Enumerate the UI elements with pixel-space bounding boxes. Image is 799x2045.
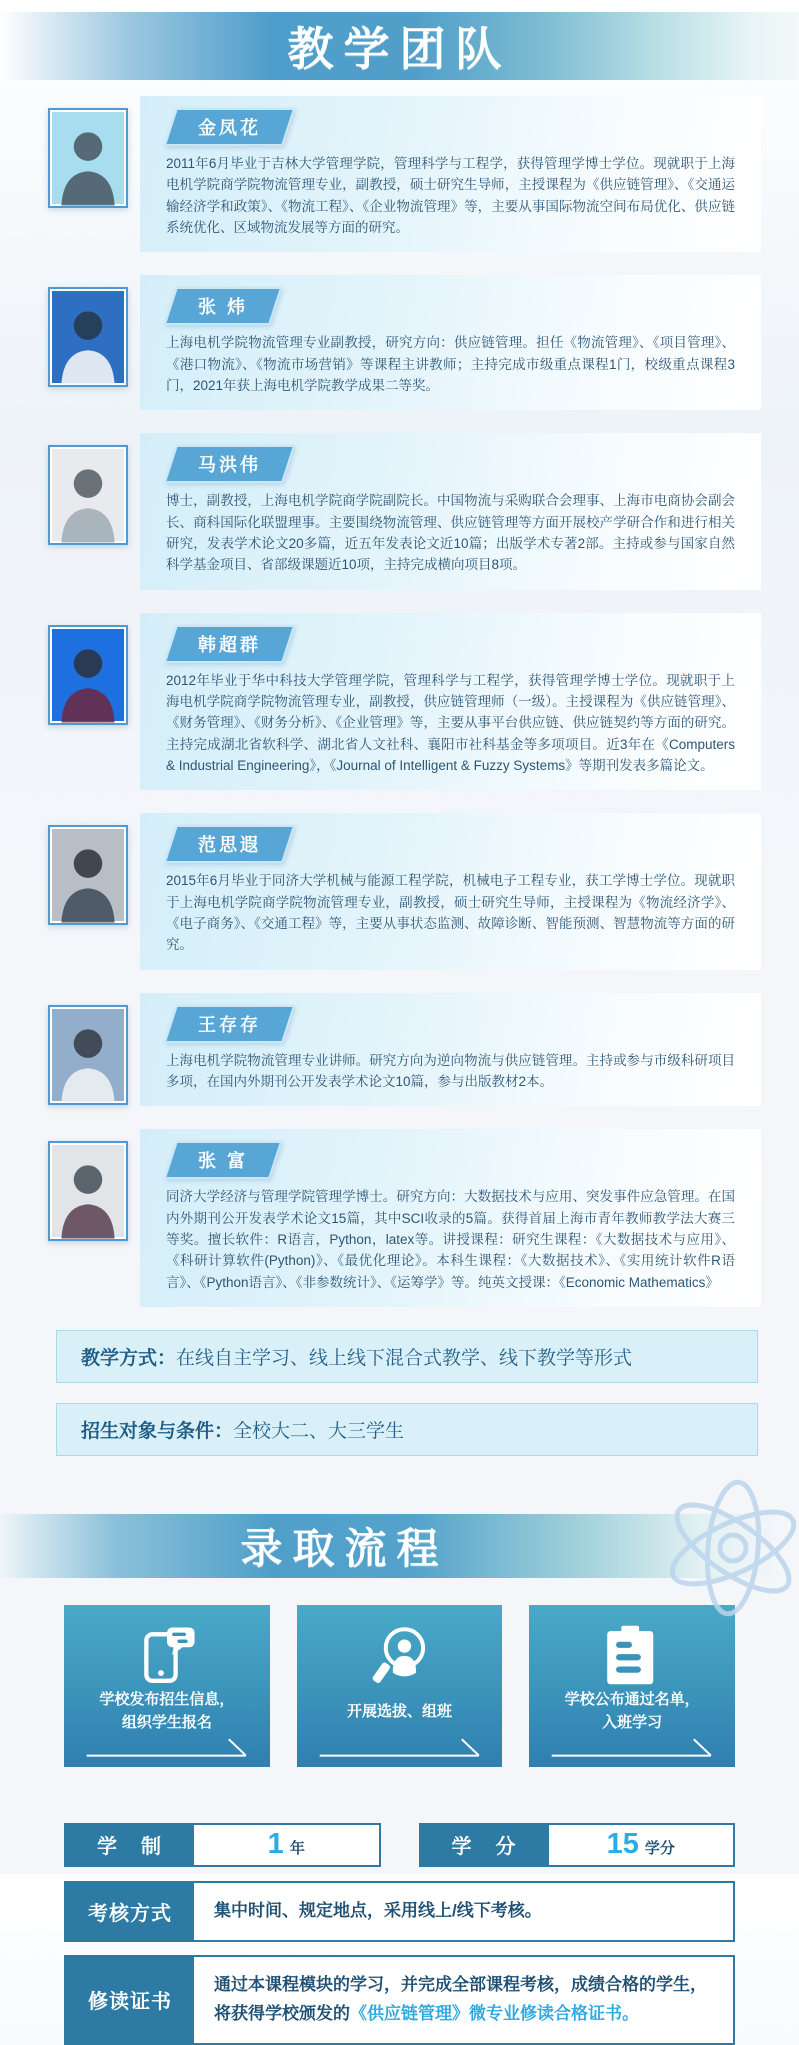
teacher-row [140, 993, 761, 1107]
teacher-photo [48, 1005, 128, 1105]
teacher-name-badge: 范思遐 [164, 825, 295, 863]
certificate-highlight: 《供应链管理》微专业修读合格证书。 [350, 2003, 639, 2023]
admission-process-title: 录取流程 [240, 1524, 449, 1572]
atom-icon [653, 1468, 799, 1628]
arrow-underline-icon [318, 1736, 481, 1757]
arrow-underline-icon [550, 1736, 713, 1757]
teacher-name-badge: 王存存 [164, 1005, 295, 1043]
duration-credits-row [64, 1823, 735, 1867]
person-silhouette-icon [50, 1007, 126, 1103]
teaching-team-banner [0, 12, 799, 80]
process-step-3 [529, 1605, 735, 1767]
teacher-photo [48, 625, 128, 725]
duration-box [64, 1823, 381, 1867]
teacher-row [140, 613, 761, 791]
teacher-photo [48, 108, 128, 208]
credits-label: 学 分 [421, 1825, 549, 1865]
process-step-1 [64, 1605, 270, 1767]
teaching-method-text: 在线自主学习、线上线下混合式教学、线下教学等形式 [176, 1347, 633, 1369]
step-label: 开展选拔、组班 [347, 1702, 453, 1720]
teaching-method-label: 教学方式： [81, 1347, 177, 1369]
teacher-card [140, 613, 761, 791]
clipboard-list-icon [603, 1623, 661, 1687]
teacher-name-badge: 张 富 [164, 1141, 282, 1179]
enrollment-label: 招生对象与条件： [81, 1420, 234, 1442]
magnifier-person-icon [368, 1623, 432, 1687]
teacher-photo [48, 287, 128, 387]
certificate-text: 通过本课程模块的学习，并完成全部课程考核，成绩合格的学生，将获得学校颁发的《供应链管理》微专业修读合格证书。 [214, 1974, 707, 2023]
teacher-name-badge: 张 炜 [164, 287, 282, 325]
teaching-team-title: 教学团队 [287, 23, 512, 75]
teacher-photo [48, 1141, 128, 1241]
teacher-bio: 2015年6月毕业于同济大学机械与能源工程学院，机械电子工程专业，获工学博士学位。现就职于上海电机学院商学院物流管理专业，副教授，硕士研究生导师，主授课程为《物流经济学》、《电子商务》、《交通工程》等，主要从事状态监测、故障诊断、智能预测、智慧物流等方面的研究。 [166, 873, 735, 953]
credits-value: 15 学分 [606, 1827, 675, 1860]
duration-label: 学 制 [66, 1825, 194, 1865]
teacher-photo [48, 445, 128, 545]
teacher-row [140, 433, 761, 589]
process-step-2 [297, 1605, 503, 1767]
certificate-label: 修读证书 [66, 1957, 194, 2043]
duration-value: 1 年 [267, 1827, 305, 1860]
teacher-name-badge: 韩超群 [164, 625, 295, 663]
arrow-underline-icon [85, 1736, 248, 1757]
assessment-label: 考核方式 [66, 1883, 194, 1940]
assessment-text: 集中时间、规定地点，采用线上/线下考核。 [214, 1900, 542, 1920]
teacher-row [140, 813, 761, 969]
teacher-bio: 博士，副教授，上海电机学院商学院副院长。中国物流与采购联合会理事、上海市电商协会副会长、商科国际化联盟理事。主要围绕物流管理、供应链管理等方面开展校产学研合作和进行相关研究，发表学术论文20多篇，近五年发表论文近10篇；出版学术专著2部。主持或参与国家自然科学基金项目、省部级课题近10项，主持完成横向项目8项。 [166, 493, 735, 573]
person-silhouette-icon [50, 289, 126, 385]
teacher-card [140, 993, 761, 1107]
teacher-bio: 同济大学经济与管理学院管理学博士。研究方向：大数据技术与应用、突发事件应急管理。在国内外期刊公开发表学术论文15篇，其中SCI收录的5篇。获得首届上海市青年教师教学法大赛三等奖。擅长软件：R语言，Python，latex等。讲授课程：研究生课程：《大数据技术与应用》、《科研计算软件(Python)》、《最优化理论》。本科生课程：《大数据技术》、《实用统计软件R语言》、《Python语言》、《非参数统计》、《运筹学》等。纯英文授课：《Economic Mathematics》 [166, 1189, 735, 1290]
admission-process-banner [0, 1514, 799, 1578]
teacher-row [140, 96, 761, 252]
teacher-list [0, 96, 799, 1307]
enrollment-text: 全校大二、大三学生 [233, 1420, 405, 1442]
teacher-card [140, 275, 761, 410]
assessment-row [64, 1881, 735, 1942]
teacher-name-badge: 马洪伟 [164, 445, 295, 483]
teacher-bio: 上海电机学院物流管理专业讲师。研究方向为逆向物流与供应链管理。主持或参与市级科研项目多项，在国内外期刊公开发表学术论文10篇，参与出版教材2本。 [166, 1052, 735, 1089]
credits-box [419, 1823, 736, 1867]
teacher-bio: 2011年6月毕业于吉林大学管理学院，管理科学与工程学，获得管理学博士学位。现就职于上海电机学院商学院物流管理专业，副教授，硕士研究生导师，主授课程为《供应链管理》、《交通运输经济学和政策》、《物流工程》、《企业物流管理》等，主要从事国际物流空间布局优化、供应链系统优化、区域物流发展等方面的研究。 [166, 156, 735, 235]
phone-message-icon [136, 1623, 198, 1687]
person-silhouette-icon [50, 110, 126, 206]
person-silhouette-icon [50, 827, 126, 923]
step-label: 学校发布招生信息， 组织学生报名 [99, 1690, 235, 1732]
teaching-method-box [56, 1330, 758, 1383]
teacher-bio: 2012年毕业于华中科技大学管理学院，管理科学与工程学，获得管理学博士学位。现就职于上海电机学院商学院物流管理专业，副教授，供应链管理师（一级）。主授课程为《供应链管理》、《财务管理》、《财务分析》、《企业管理》等，主要从事平台供应链、供应链契约等方面的研究。主持完成湖北省软科学、湖北省人文社科、襄阳市社科基金等多项项目。近3年在《Computers & Industrial Engineering》，《Journal of Intelligent & Fuzzy Systems》等期刊发表多篇论文。 [166, 672, 735, 773]
teacher-card [140, 813, 761, 969]
teacher-card [140, 1129, 761, 1307]
enrollment-box [56, 1403, 758, 1456]
person-silhouette-icon [50, 1143, 126, 1239]
teacher-name-badge: 金凤花 [164, 108, 295, 146]
teacher-card [140, 433, 761, 589]
person-silhouette-icon [50, 447, 126, 543]
certificate-row [64, 1955, 735, 2045]
process-steps [64, 1605, 735, 1767]
person-silhouette-icon [50, 627, 126, 723]
teacher-bio: 上海电机学院物流管理专业副教授，研究方向：供应链管理。担任《物流管理》、《项目管理》、《港口物流》、《物流市场营销》等课程主讲教师；主持完成市级重点课程1门，校级重点课程3门，2021年获上海电机学院教学成果二等奖。 [166, 335, 735, 393]
teacher-photo [48, 825, 128, 925]
teacher-row [140, 1129, 761, 1307]
teacher-card [140, 96, 761, 252]
teacher-row [140, 275, 761, 410]
step-label: 学校公布通过名单， 入班学习 [564, 1690, 700, 1732]
